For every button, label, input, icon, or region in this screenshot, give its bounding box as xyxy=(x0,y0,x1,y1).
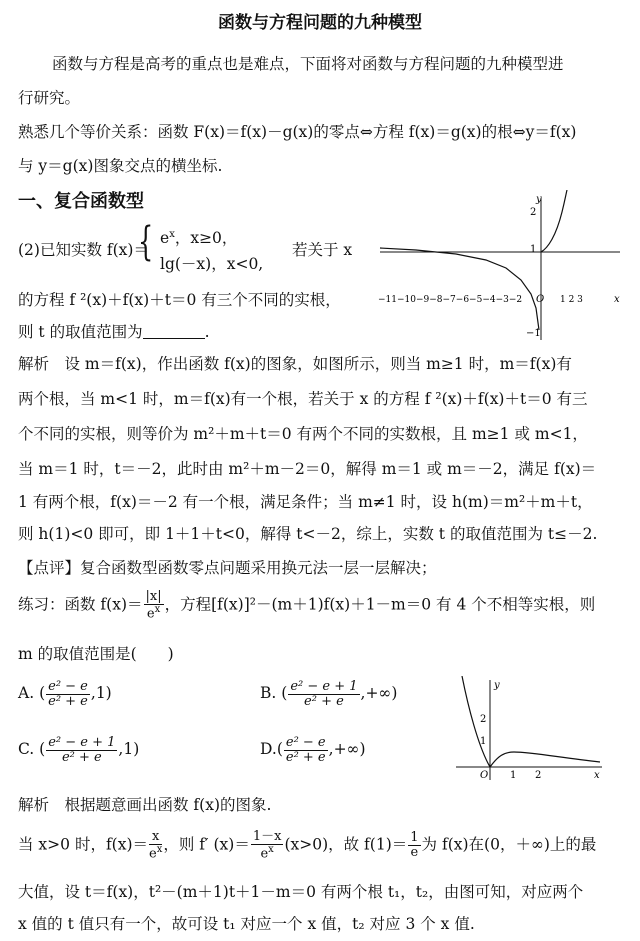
intro-line-1: 函数与方程是高考的重点也是难点，下面将对函数与方程问题的九种模型进 xyxy=(52,55,564,73)
piecewise-case-1: $e^x$，x≥0， xyxy=(160,229,238,248)
x-ticks-negative: −11−10−9−8−7−6−5−4−3−2 xyxy=(378,295,523,305)
x-tick-1: 1 xyxy=(510,770,517,781)
problem-2-prefix: (2)已知实数 f(x)＝ xyxy=(18,241,149,259)
solution-1-line-3: 个不同的实根，则等价为 m²＋m＋t＝0 有两个不同的实数根，且 m≥1 或 m<1， xyxy=(18,425,588,443)
curve-right-branch xyxy=(490,752,600,767)
problem-2-line-2: 的方程 f ²(x)＋f(x)＋t＝0 有三个不同的实根， xyxy=(18,291,341,309)
intro-line-3: 熟悉几个等价关系：函数 F(x)＝f(x)－g(x)的零点⇔方程 f(x)＝g(x)的根⇔y＝f(x) xyxy=(18,123,577,141)
y-tick-neg1: −1 xyxy=(526,328,541,339)
piecewise-brace: { xyxy=(138,219,154,265)
origin-label-1: O xyxy=(536,294,545,305)
solution-1-line-5: 1 有两个根，f(x)＝－2 有一个根，满足条件；当 m≠1 时，设 h(m)＝m²＋m＋t， xyxy=(18,493,593,511)
y-tick-1: 1 xyxy=(530,244,537,255)
curve-lg-branch xyxy=(380,248,539,330)
curve-exp-branch xyxy=(541,190,567,252)
solution-1-line-2: 两个根，当 m<1 时，m＝f(x)有一个根，若关于 x 的方程 f ²(x)＋f(x)＋t＝0 有三 xyxy=(18,390,588,408)
option-b[interactable]: B. ( $\frac{\text{e² − e + 1}}{\text{e² + e}}$ ,+∞) xyxy=(260,679,398,709)
solution-1-line-4: 当 m＝1 时，t＝－2，此时由 m²＋m－2＝0，解得 m＝1 或 m＝－2，满足 f(x)＝ xyxy=(18,460,597,478)
origin-label-2: O xyxy=(480,770,489,781)
y-tick-2b: 2 xyxy=(480,714,487,725)
y-tick-1b: 1 xyxy=(480,736,487,747)
problem-2-suffix: 若关于 x xyxy=(292,241,353,259)
solution-2-line-1: 解析 根据题意画出函数 f(x)的图象. xyxy=(18,796,272,814)
exercise-fraction: $\frac{|x|}{e^x}$ xyxy=(145,589,162,621)
option-d[interactable]: D.( $\frac{\text{e² − e}}{\text{e² + e}}$ ,+∞) xyxy=(260,735,366,765)
graph-f-composite xyxy=(376,190,626,345)
solution-2-line-4: x 值的 t 值只有一个，故可设 t₁ 对应一个 x 值，t₂ 对应 3 个 x 值. xyxy=(18,915,475,933)
answer-blank[interactable] xyxy=(143,324,205,339)
x-tick-2: 2 xyxy=(535,770,542,781)
y-axis-label-1: y xyxy=(536,194,542,205)
exercise-line-2: m 的取值范围是( ) xyxy=(18,645,174,663)
document-title: 函数与方程问题的九种模型 xyxy=(218,13,422,33)
graph-f-abs-x-over-ex xyxy=(452,676,608,784)
x-axis-label-1: x xyxy=(614,294,620,305)
solution-2-line-2: 当 x>0 时，f(x)＝ $\frac{x}{e^x}$ ，则 f′ (x)＝ $\frac{1-x}{e^x}$ (x>0)，故 f(1)＝ $\frac{1}{e}$ 为 f(x)在(0，＋∞)上的最 xyxy=(18,829,597,861)
exercise-line-1: 练习：函数 f(x)＝ $\frac{|x|}{e^x}$ ，方程[f(x)]²－(m＋1)f(x)＋1－m＝0 有 4 个不相等实根，则 xyxy=(18,589,596,621)
intro-line-4: 与 y＝g(x)图象交点的横坐标. xyxy=(18,157,223,175)
solution-1-line-1: 解析 设 m＝f(x)，作出函数 f(x)的图象，如图所示，则当 m≥1 时，m＝f(x)有 xyxy=(18,355,572,373)
comment: 【点评】复合函数型函数零点问题采用换元法一层一层解决； xyxy=(18,559,437,577)
piecewise-cases xyxy=(160,222,263,277)
x-ticks-positive: 1 2 3 xyxy=(560,295,583,305)
x-axis-label-2: x xyxy=(594,770,600,781)
problem-2-line-3: 则 t 的取值范围为 . xyxy=(18,323,210,341)
y-axis-label-2: y xyxy=(494,680,500,691)
section-heading: 一、复合函数型 xyxy=(18,191,144,212)
solution-2-line-3: 大值，设 t＝f(x)，t²－(m＋1)t＋1－m＝0 有两个根 t₁，t₂，由图可知，对应两个 xyxy=(18,883,584,901)
piecewise-case-2: lg(－x)，x<0, xyxy=(160,255,264,274)
intro-line-2: 行研究。 xyxy=(18,89,81,107)
y-tick-2: 2 xyxy=(530,207,537,218)
option-c[interactable]: C. ( $\frac{\text{e² − e + 1}}{\text{e² + e}}$ ,1) xyxy=(18,735,140,765)
solution-1-line-6: 则 h(1)<0 即可，即 1＋1＋t<0，解得 t<－2，综上，实数 t 的取值范围为 t≤－2. xyxy=(18,525,598,543)
option-a[interactable]: A. ( $\frac{\text{e² − e}}{\text{e² + e}}$ ,1) xyxy=(18,679,112,709)
